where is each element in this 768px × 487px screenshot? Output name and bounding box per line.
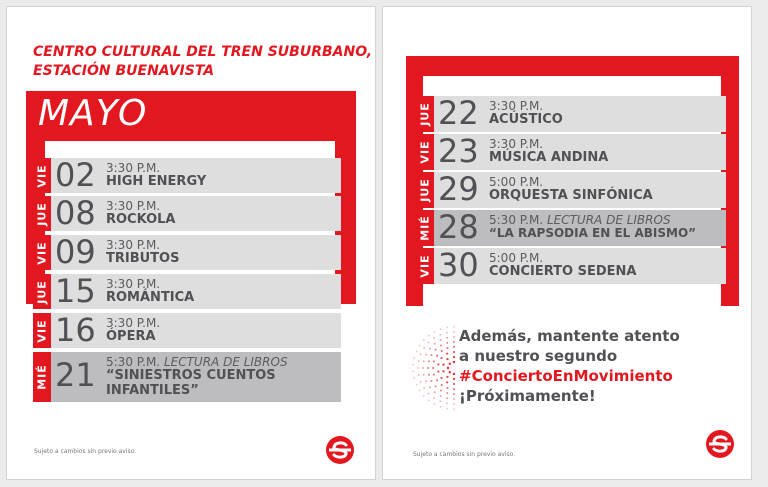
day-label: VIE bbox=[35, 163, 49, 188]
event-time: 3:30 P.M. bbox=[106, 277, 161, 291]
decorative-dot bbox=[433, 397, 435, 399]
decorative-dot bbox=[440, 390, 442, 392]
decorative-dot bbox=[435, 385, 437, 387]
decorative-dot bbox=[423, 347, 425, 349]
decorative-dot bbox=[429, 386, 431, 388]
decorative-dot bbox=[419, 345, 421, 347]
event-time: 3:30 P.M. bbox=[489, 99, 544, 113]
decorative-dot bbox=[428, 400, 430, 402]
event-row bbox=[33, 313, 341, 348]
day-tab bbox=[33, 158, 51, 193]
event-title-line2: INFANTILES” bbox=[106, 383, 199, 398]
decorative-dot bbox=[423, 395, 425, 397]
day-label: VIE bbox=[35, 318, 49, 343]
decorative-dot bbox=[432, 367, 434, 369]
decorative-dot bbox=[447, 408, 449, 410]
decorative-dot bbox=[425, 354, 427, 356]
event-date: 22 bbox=[438, 94, 479, 132]
day-label: JUE bbox=[418, 102, 432, 126]
decorative-dot bbox=[440, 357, 442, 359]
decorative-dot bbox=[446, 376, 448, 378]
venue-heading-line1: CENTRO CULTURAL DEL TREN SUBURBANO, bbox=[33, 44, 373, 60]
decorative-dot bbox=[441, 384, 443, 386]
event-title: CONCIERTO SEDENA bbox=[489, 264, 637, 279]
event-time: 5:00 P.M. bbox=[489, 175, 544, 189]
day-tab bbox=[33, 274, 51, 309]
event-time: 5:00 P.M. bbox=[489, 251, 544, 265]
event-title: ROMÁNTICA bbox=[106, 290, 195, 305]
decorative-dot bbox=[453, 341, 455, 343]
decorative-dot bbox=[453, 383, 455, 385]
decorative-dot bbox=[416, 384, 418, 386]
decorative-dot bbox=[446, 347, 448, 349]
decorative-dot bbox=[437, 363, 439, 365]
decorative-dot bbox=[435, 349, 437, 351]
decorative-dot bbox=[440, 395, 442, 397]
decorative-dot bbox=[433, 360, 435, 362]
decorative-dot bbox=[439, 334, 441, 336]
decorative-dot bbox=[453, 398, 455, 400]
decorative-dot bbox=[446, 387, 448, 389]
event-time: 3:30 P.M. bbox=[106, 316, 161, 330]
decorative-dot bbox=[453, 331, 455, 333]
decorative-dot bbox=[422, 367, 424, 369]
decorative-dot bbox=[416, 351, 418, 353]
decorative-dot bbox=[453, 393, 455, 395]
event-time: 3:30 P.M. bbox=[106, 161, 161, 175]
decorative-dot bbox=[436, 355, 438, 357]
event-row bbox=[33, 235, 341, 270]
event-title: HIGH ENERGY bbox=[106, 174, 207, 189]
event-title: ORQUESTA SINFÓNICA bbox=[489, 188, 653, 203]
decorative-dot bbox=[446, 402, 448, 404]
event-title: ACÚSTICO bbox=[489, 112, 563, 127]
event-row bbox=[416, 210, 726, 246]
decorative-dot bbox=[447, 367, 449, 369]
decorative-dot bbox=[453, 408, 455, 410]
decorative-dot bbox=[433, 373, 435, 375]
decorative-dot bbox=[449, 371, 451, 373]
decorative-dot bbox=[447, 327, 449, 329]
event-row bbox=[33, 158, 341, 193]
event-date: 15 bbox=[55, 272, 96, 310]
decorative-dot-pattern bbox=[398, 323, 456, 413]
day-label: JUE bbox=[35, 279, 49, 304]
event-title: TRIBUTOS bbox=[106, 251, 180, 266]
decorative-dot bbox=[440, 377, 442, 379]
decorative-dot bbox=[446, 332, 448, 334]
decorative-dot bbox=[453, 361, 455, 363]
event-title: MÚSICA ANDINA bbox=[489, 150, 609, 165]
decorative-dot bbox=[441, 350, 443, 352]
decorative-dot bbox=[446, 397, 448, 399]
decorative-dot bbox=[446, 342, 448, 344]
decorative-dot bbox=[420, 353, 422, 355]
month-title: MAYO bbox=[38, 93, 148, 134]
decorative-dot bbox=[429, 348, 431, 350]
decorative-dot bbox=[437, 371, 439, 373]
decorative-dot bbox=[440, 328, 442, 330]
day-label: MIÉ bbox=[418, 215, 432, 241]
disclaimer: Sujeto a cambios sin previo aviso. bbox=[34, 448, 137, 455]
decorative-dot bbox=[453, 403, 455, 405]
decorative-dot bbox=[431, 380, 433, 382]
decorative-dot bbox=[423, 387, 425, 389]
decorative-dot bbox=[436, 379, 438, 381]
decorative-dot bbox=[412, 371, 414, 373]
event-row bbox=[416, 96, 726, 132]
decorative-dot bbox=[428, 374, 430, 376]
decorative-dot bbox=[414, 377, 416, 379]
decorative-dot bbox=[453, 336, 455, 338]
decorative-dot bbox=[453, 356, 455, 358]
decorative-dot bbox=[417, 367, 419, 369]
promo-line: a nuestro segundo bbox=[459, 347, 618, 365]
decorative-dot bbox=[440, 345, 442, 347]
decorative-dot bbox=[412, 364, 414, 366]
event-row bbox=[416, 248, 726, 284]
day-tab bbox=[416, 210, 434, 246]
day-tab bbox=[33, 313, 51, 348]
venue-heading-line2: ESTACIÓN BUENAVISTA bbox=[33, 63, 215, 79]
event-title: “LA RAPSODIA EN EL ABISMO” bbox=[489, 226, 697, 240]
event-time: 3:30 P.M. bbox=[106, 238, 161, 252]
day-label: VIE bbox=[418, 140, 432, 164]
event-time: 5:30 P.M. LECTURA DE LIBROS bbox=[489, 213, 671, 227]
decorative-dot bbox=[446, 392, 448, 394]
decorative-dot bbox=[434, 403, 436, 405]
decorative-dot bbox=[440, 406, 442, 408]
promo-line: ¡Próximamente! bbox=[459, 387, 596, 405]
decorative-dot bbox=[434, 343, 436, 345]
decorative-dot bbox=[446, 358, 448, 360]
transit-logo-icon bbox=[706, 430, 734, 458]
decorative-dot bbox=[428, 393, 430, 395]
decorative-dot bbox=[453, 388, 455, 390]
promo-text bbox=[459, 326, 680, 406]
decorative-dot bbox=[423, 339, 425, 341]
event-note: LECTURA DE LIBROS bbox=[546, 213, 671, 227]
event-row bbox=[33, 196, 341, 231]
promo-hashtag: #ConciertoEnMovimiento bbox=[459, 367, 673, 385]
decorative-dot bbox=[433, 337, 435, 339]
decorative-dot bbox=[453, 373, 455, 375]
event-row bbox=[33, 352, 341, 402]
decorative-dot bbox=[434, 331, 436, 333]
decorative-dot bbox=[446, 381, 448, 383]
decorative-dot bbox=[434, 391, 436, 393]
event-date: 28 bbox=[438, 208, 479, 246]
event-date: 02 bbox=[55, 156, 96, 194]
decorative-dot bbox=[428, 335, 430, 337]
decorative-dot bbox=[414, 357, 416, 359]
day-label: MIÉ bbox=[35, 364, 49, 390]
decorative-dot bbox=[431, 354, 433, 356]
event-date: 16 bbox=[55, 311, 96, 349]
decorative-dot bbox=[420, 381, 422, 383]
day-label: JUE bbox=[35, 201, 49, 226]
day-tab bbox=[33, 196, 51, 231]
event-title: ÓPERA bbox=[106, 329, 156, 344]
day-label: JUE bbox=[418, 178, 432, 202]
event-date: 21 bbox=[55, 356, 96, 394]
decorative-dot bbox=[446, 337, 448, 339]
decorative-dot bbox=[453, 326, 455, 328]
day-tab bbox=[33, 352, 51, 402]
event-title: “SINIESTROS CUENTOS bbox=[106, 368, 276, 383]
decorative-dot bbox=[449, 363, 451, 365]
event-date: 08 bbox=[55, 194, 96, 232]
decorative-dot bbox=[428, 342, 430, 344]
day-tab bbox=[416, 96, 434, 132]
day-label: VIE bbox=[35, 240, 49, 265]
event-row bbox=[416, 134, 726, 170]
transit-logo-icon bbox=[326, 436, 354, 464]
decorative-dot bbox=[453, 346, 455, 348]
event-title: ROCKOLA bbox=[106, 212, 176, 227]
promo-line: Además, mantente atento bbox=[459, 327, 680, 345]
decorative-dot bbox=[453, 378, 455, 380]
day-tab bbox=[416, 172, 434, 208]
disclaimer: Sujeto a cambios sin previo aviso. bbox=[413, 451, 516, 458]
decorative-dot bbox=[423, 374, 425, 376]
decorative-dot bbox=[442, 370, 444, 372]
decorative-dot bbox=[439, 400, 441, 402]
venue-heading bbox=[33, 43, 372, 81]
decorative-dot bbox=[428, 360, 430, 362]
day-tab bbox=[416, 134, 434, 170]
event-row bbox=[416, 172, 726, 208]
decorative-dot bbox=[418, 374, 420, 376]
decorative-dot bbox=[425, 381, 427, 383]
day-label: VIE bbox=[418, 254, 432, 278]
event-time: 3:30 P.M. bbox=[489, 137, 544, 151]
decorative-dot bbox=[419, 390, 421, 392]
decorative-dot bbox=[423, 360, 425, 362]
event-note: LECTURA DE LIBROS bbox=[163, 355, 288, 369]
event-time: 3:30 P.M. bbox=[106, 199, 161, 213]
decorative-dot bbox=[427, 367, 429, 369]
event-row bbox=[33, 274, 341, 309]
event-date: 30 bbox=[438, 246, 479, 284]
event-date: 09 bbox=[55, 233, 96, 271]
decorative-dot bbox=[442, 363, 444, 365]
event-date: 29 bbox=[438, 170, 479, 208]
day-tab bbox=[33, 235, 51, 270]
decorative-dot bbox=[440, 339, 442, 341]
event-date: 23 bbox=[438, 132, 479, 170]
decorative-dot bbox=[453, 351, 455, 353]
event-time: 5:30 P.M. LECTURA DE LIBROS bbox=[106, 355, 288, 369]
decorative-dot bbox=[446, 353, 448, 355]
decorative-dot bbox=[418, 360, 420, 362]
day-tab bbox=[416, 248, 434, 284]
